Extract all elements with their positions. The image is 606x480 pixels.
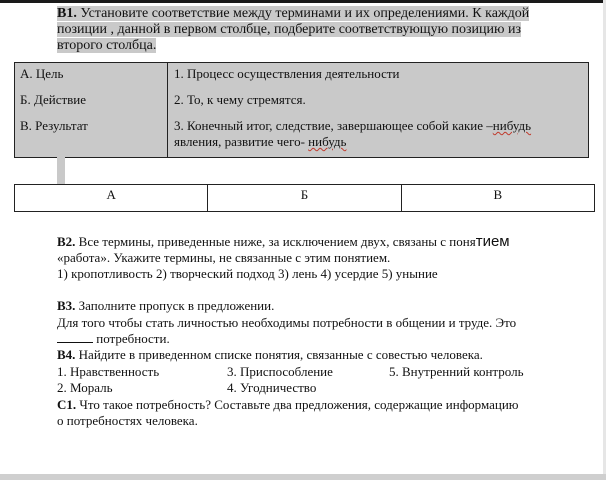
b4-item-1: 1. Нравственность (57, 364, 160, 379)
b2-line-1 (57, 234, 510, 250)
b4-number: В4. (57, 347, 76, 362)
b4-line-1 (57, 347, 483, 363)
b4-item-2: 2. Мораль (57, 380, 113, 395)
b3-line-3 (57, 331, 170, 347)
c1-text-1: Что такое потребность? Составьте два предложения, содержащие информацию (79, 397, 519, 412)
b3-text-3: потребности. (93, 331, 170, 346)
definition-3-part-4: нибудь (308, 134, 347, 149)
fill-in-blank[interactable] (57, 331, 93, 343)
answer-col-b: Б (207, 185, 400, 211)
c1-line-1 (57, 397, 518, 413)
b2-line-3: 1) кропотливость 2) творческий подход 3) лень 4) усердие 5) уныние (57, 266, 438, 281)
answer-table (14, 184, 595, 212)
b1-line-1 (57, 6, 529, 21)
b4-item-3: 3. Приспособление (227, 364, 333, 379)
c1-line-2: о потребностях человека. (57, 413, 198, 428)
b4-item-5: 5. Внутренний контроль (389, 364, 524, 379)
bottom-edge-border (0, 474, 606, 480)
term-b: Б. Действие (20, 92, 87, 107)
b1-text-1: Установите соответствие между терминами и их определениями. К каждой (80, 6, 530, 21)
term-c: В. Результат (20, 118, 88, 133)
b4-item-4: 4. Угодничество (227, 380, 317, 395)
top-edge-border (0, 0, 606, 3)
definition-2: 2. То, к чему стремятся. (174, 92, 306, 107)
b2-number: В2. (57, 234, 76, 249)
definition-1: 1. Процесс осуществления деятельности (174, 66, 400, 81)
question-b1 (57, 6, 537, 54)
b1-line-3: второго столбца. (57, 38, 157, 53)
b2-line-2: «работа». Укажите термины, не связанные с этим понятием. (57, 250, 391, 265)
definition-3 (174, 118, 531, 150)
definition-3-part-1: 3. Конечный итог, следствие, завершающее собой какие – (174, 118, 493, 133)
b3-line-1 (57, 298, 274, 314)
b4-text-1: Найдите в приведенном списке понятия, связанные с совестью человека. (78, 347, 483, 362)
b1-line-2: позиции , данной в первом столбце, подберите соответствующую позицию из (57, 22, 522, 37)
b1-number: В1. (57, 6, 77, 21)
definition-3-part-2: нибудь (492, 118, 532, 133)
b2-text-1b: тием (475, 233, 510, 250)
b3-number: В3. (57, 298, 76, 313)
definition-3-part-3: явления, развитие чего- (174, 134, 309, 149)
matching-table (14, 62, 589, 158)
b2-text-1a: Все термины, приведенные ниже, за исключением двух, связаны с поня (78, 234, 476, 249)
b3-line-2: Для того чтобы стать личностью необходимы потребности в общении и труде. Это (57, 315, 517, 330)
highlight-strip (57, 156, 65, 184)
answer-col-c: В (401, 185, 594, 211)
c1-number: С1. (57, 397, 77, 412)
answer-col-a: А (106, 187, 116, 202)
term-a: А. Цель (20, 66, 64, 81)
b3-text-1: Заполните пропуск в предложении. (78, 298, 275, 313)
